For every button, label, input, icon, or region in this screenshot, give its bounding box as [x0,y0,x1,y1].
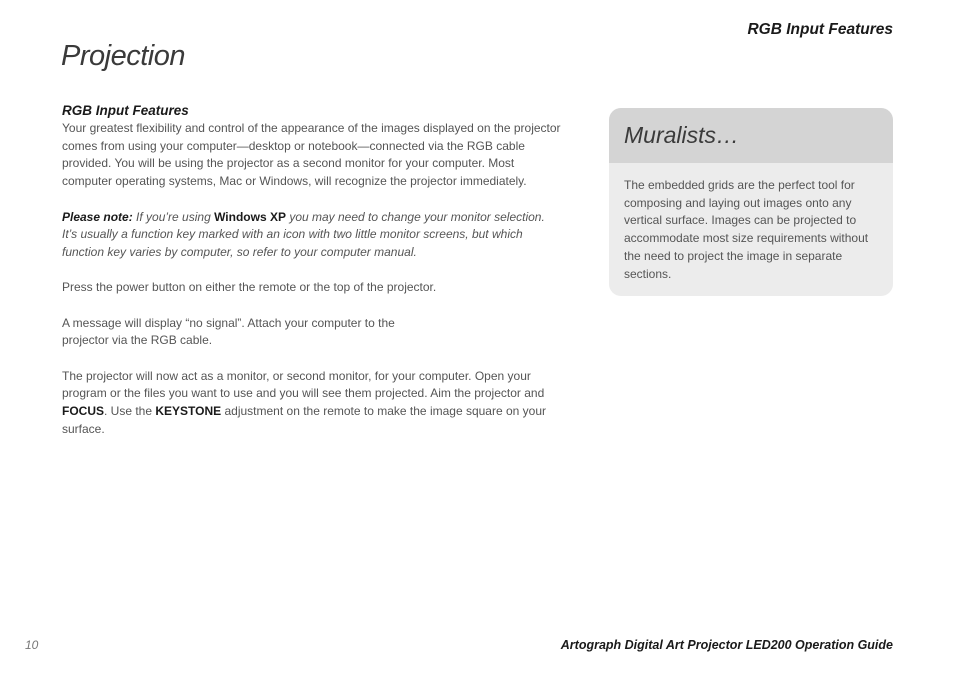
note-lead: Please note: [62,209,133,224]
final-text-1: The projector will now act as a monitor, or second monitor, for your computer. Open your program or the files you want to use and you will see them projected. Aim the projector and [62,368,545,401]
running-header: RGB Input Features [747,21,893,38]
page-number: 10 [25,638,39,652]
muralists-sidebar [609,108,893,296]
note-text-after: you may need to change your monitor selection. It’s usually a function key marked with an icon with two little monitor screens, but which function key varies by computer, so refer to your computer manual. [62,209,545,259]
keystone-keyword: KEYSTONE [155,404,222,419]
power-step-paragraph: Press the power button on either the remote or the top of the projector. [62,280,437,295]
note-highlight: Windows XP [214,209,286,224]
section-heading: RGB Input Features [62,103,189,118]
main-content [62,101,562,456]
message-step-paragraph: A message will display “no signal”. Attach your computer to the projector via the RGB cable. [62,315,395,348]
final-paragraph [62,368,562,439]
sidebar-body: The embedded grids are the perfect tool for composing and laying out images onto any vertical surface. Images can be projected to accommodate most size requirements without the need to project the image in separate sections. [624,178,869,281]
note-text-before: If you’re using [132,209,215,224]
final-text-3: adjustment on the remote to make the image square on your surface. [62,404,547,436]
footer-guide-title: Artograph Digital Art Projector LED200 Operation Guide [560,638,893,652]
focus-keyword: FOCUS [62,404,104,419]
sidebar-header [609,108,893,163]
intro-paragraph: Your greatest flexibility and control of the appearance of the images displayed on the projector comes from using your computer—desktop or notebook—connected via the RGB cable provided. You will be using the projector as a second monitor for your computer. Most computer operating systems, Mac or Windows, will recognize the projector immediately. [62,121,561,189]
sidebar-title: Muralists… [624,122,740,148]
page-title: Projection [61,40,185,72]
final-text-2: . Use the [104,404,156,419]
note-paragraph [62,209,562,262]
